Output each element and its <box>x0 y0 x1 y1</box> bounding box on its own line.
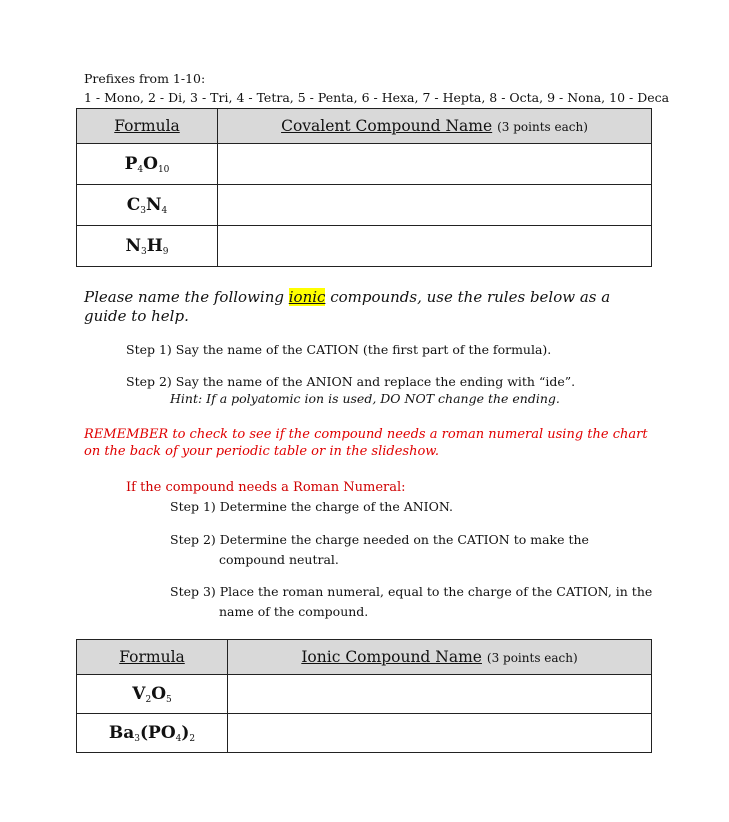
ionic-table <box>76 639 652 753</box>
answer-cell[interactable] <box>218 144 652 185</box>
ionic-highlight: ionic <box>288 288 326 306</box>
prefixes-list: 1 - Mono, 2 - Di, 3 - Tri, 4 - Tetra, 5 - Penta, 6 - Hexa, 7 - Hepta, 8 - Octa, 9 - Nona, 10 - Deca <box>84 90 670 105</box>
formula-cell: $N_3H_9$ <box>77 226 218 267</box>
covalent-table-header <box>77 109 652 144</box>
roman-step-2-cont: compound neutral. <box>219 552 339 567</box>
step-2: Step 2) Say the name of the ANION and replace the ending with “ide”. <box>126 374 576 389</box>
remember-note: REMEMBER to check to see if the compound needs a roman numeral using the chart on the back of your periodic table or in the slideshow. <box>84 427 648 459</box>
prefixes-title: Prefixes from 1-10: <box>84 71 206 86</box>
table-row <box>77 144 652 185</box>
ionic-formula-header: Formula <box>77 640 228 675</box>
roman-step-3: Step 3) Place the roman numeral, equal to the charge of the CATION, in the <box>170 584 653 599</box>
table-row <box>77 226 652 267</box>
formula-cell: $Ba_3(PO_4)_2$ <box>77 714 228 753</box>
step-1: Step 1) Say the name of the CATION (the first part of the formula). <box>126 342 552 357</box>
answer-cell[interactable] <box>218 226 652 267</box>
ionic-table-header <box>77 640 652 675</box>
answer-cell[interactable] <box>218 185 652 226</box>
covalent-formula-header: Formula <box>77 109 218 144</box>
roman-numeral-heading: If the compound needs a Roman Numeral: <box>126 480 406 495</box>
table-row <box>77 675 652 714</box>
answer-cell[interactable] <box>228 675 652 714</box>
formula-cell: $P_4O_{10}$ <box>77 144 218 185</box>
table-row <box>77 714 652 753</box>
formula-cell: $V_2O_5$ <box>77 675 228 714</box>
covalent-name-header: Covalent Compound Name (3 points each) <box>218 109 652 144</box>
formula-cell: $C_3N_4$ <box>77 185 218 226</box>
table-row <box>77 185 652 226</box>
ionic-instructions: Please name the following ionic compounds, use the rules below as a guide to help. <box>84 288 611 325</box>
answer-cell[interactable] <box>228 714 652 753</box>
roman-step-1: Step 1) Determine the charge of the ANION. <box>170 499 453 514</box>
roman-step-3-cont: name of the compound. <box>219 604 369 619</box>
roman-step-2: Step 2) Determine the charge needed on the CATION to make the <box>170 532 589 547</box>
covalent-table <box>76 108 652 267</box>
hint: Hint: If a polyatomic ion is used, DO NOT change the ending. <box>170 391 560 406</box>
ionic-name-header: Ionic Compound Name (3 points each) <box>228 640 652 675</box>
